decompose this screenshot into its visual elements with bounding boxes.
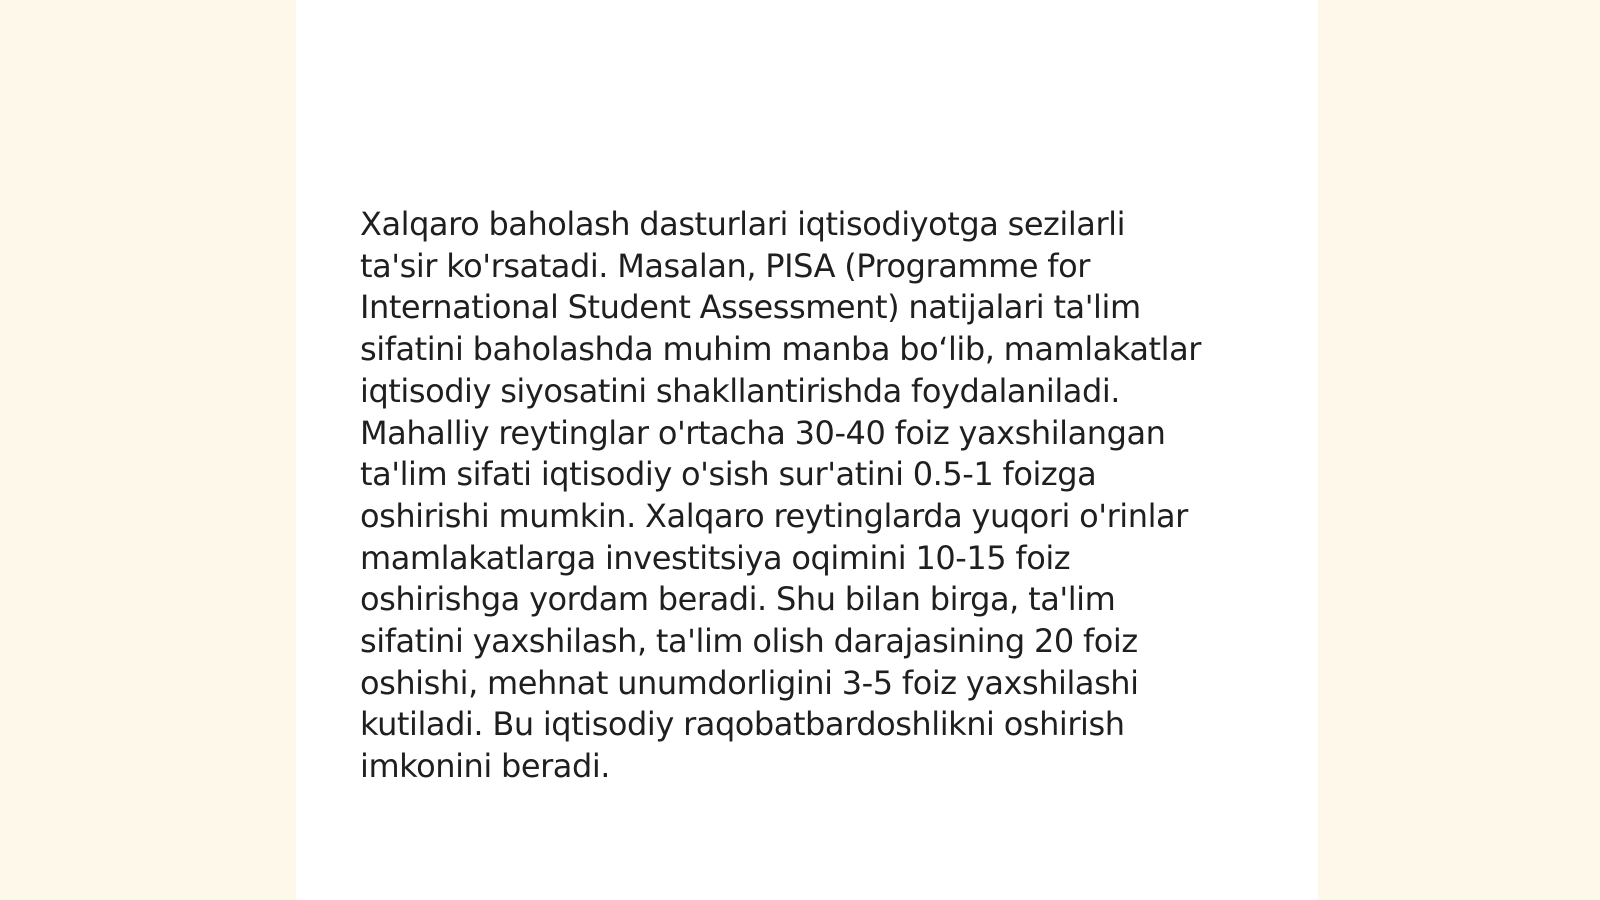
paragraph-line: sifatini yaxshilash, ta'lim olish darajasining 20 foiz — [360, 622, 1138, 661]
paragraph-line: oshirishi mumkin. Xalqaro reytinglarda yuqori o'rinlar — [360, 496, 1188, 535]
paragraph-line: oshishi, mehnat unumdorligini 3-5 foiz yaxshilashi — [360, 663, 1139, 702]
body-paragraph — [360, 204, 1260, 788]
paragraph-line: ta'lim sifati iqtisodiy o'sish sur'atini 0.5-1 foizga — [360, 455, 1097, 494]
document-page — [296, 0, 1318, 900]
paragraph-line: mamlakatlarga investitsiya oqimini 10-15 foiz — [360, 538, 1071, 577]
paragraph-line: kutiladi. Bu iqtisodiy raqobatbardoshlikni oshirish — [360, 705, 1125, 744]
paragraph-line: oshirishga yordam beradi. Shu bilan birga, ta'lim — [360, 580, 1116, 619]
paragraph-line: ta'sir ko'rsatadi. Masalan, PISA (Programme for — [360, 246, 1090, 285]
paragraph-line: iqtisodiy siyosatini shakllantirishda foydalaniladi. — [360, 371, 1120, 410]
paragraph-line: Mahalliy reytinglar o'rtacha 30-40 foiz yaxshilangan — [360, 413, 1166, 452]
paragraph-line: Xalqaro baholash dasturlari iqtisodiyotga sezilarli — [360, 205, 1126, 243]
paragraph-line: sifatini baholashda muhim manba bo‘lib, mamlakatlar — [360, 330, 1201, 369]
paragraph-line: imkonini beradi. — [360, 747, 610, 786]
paragraph-line: International Student Assessment) natijalari ta'lim — [360, 288, 1141, 327]
